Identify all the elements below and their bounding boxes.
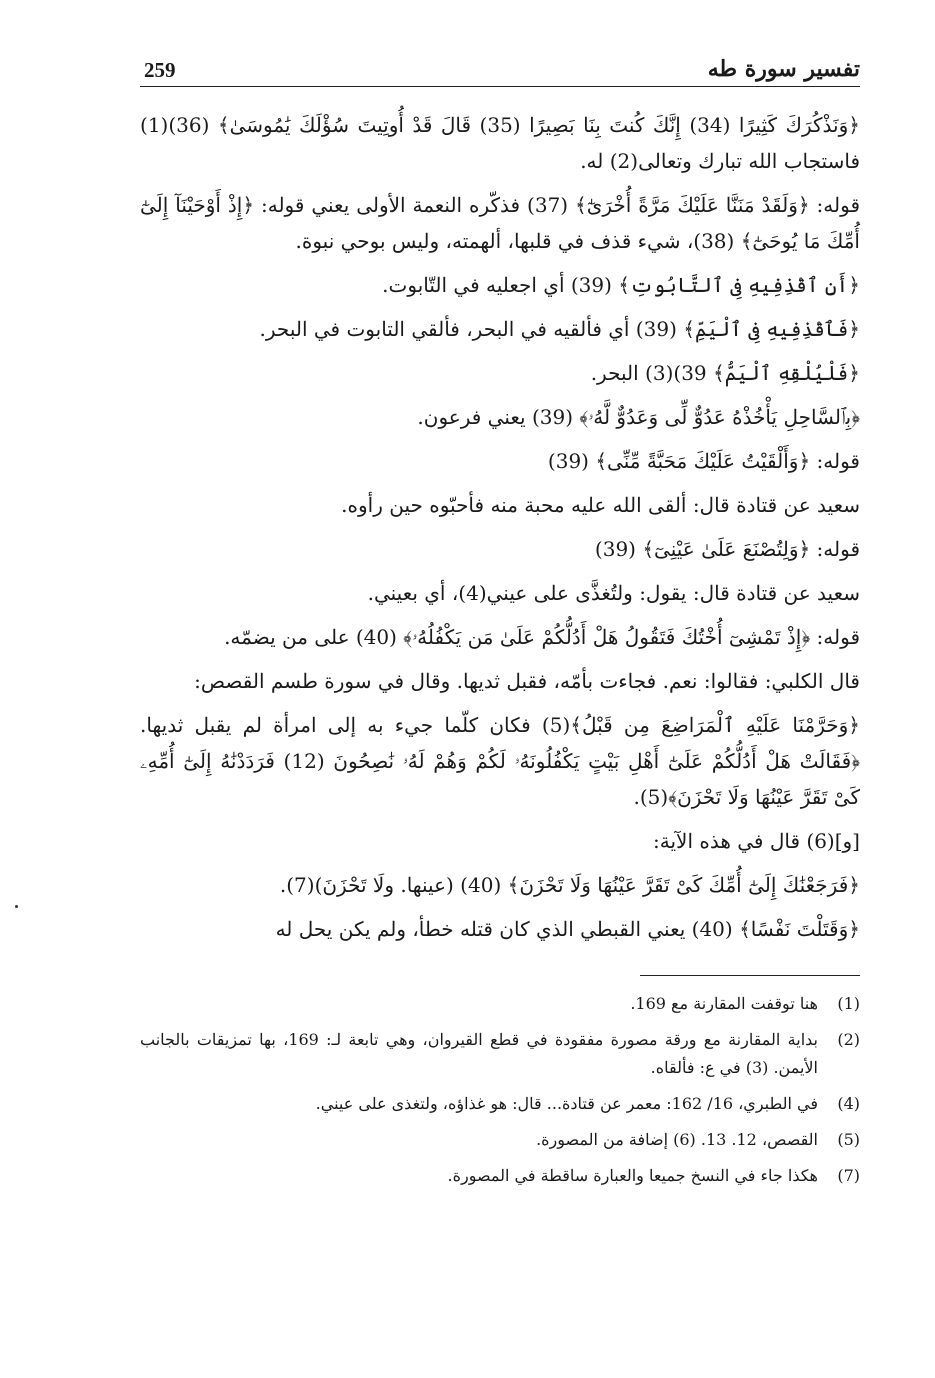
page-number: 259: [144, 58, 176, 82]
paragraph: [و](6) قال في هذه الآية:: [653, 829, 860, 853]
footnote-text: القصص، 12. 13. (6) إضافة من المصورة.: [536, 1130, 818, 1149]
footnote-number: (1): [837, 994, 860, 1013]
footnotes: [140, 990, 860, 1190]
paragraph: ﴿أَنِ ٱقْذِفِيهِ فِى ٱلتَّابُوتِ﴾ (39) أي اجعليه في التّابوت.: [382, 273, 860, 297]
footnote-text: في الطبري، 16/ 162: معمر عن قتادة... قال: هو غذاؤه، ولتغذى على عيني.: [315, 1094, 818, 1113]
footnote-number: (4): [837, 1094, 860, 1113]
footnote: [140, 1126, 860, 1154]
footnote-text: بداية المقارنة مع ورقة مصورة مفقودة في قطع القيروان، وهي تابعة لـ: 169، بها تمزيقات بالجانب الأيمن. (3) في ع: فألقاه.: [140, 1030, 818, 1077]
footnote: [140, 990, 860, 1018]
paragraph: ﴿بِٱلسَّاحِلِ يَأْخُذْهُ عَدُوٌّ لِّى وَعَدُوٌّ لَّهُۥ﴾ (39) يعني فرعون.: [417, 405, 860, 429]
footnote-text: هنا توقفت المقارنة مع 169.: [630, 994, 818, 1013]
book-page: [140, 52, 860, 1352]
paragraph: ﴿وَقَتَلْتَ نَفْسًا﴾ (40) يعني القبطي الذي كان قتله خطأ، ولم يكن يحل له: [275, 917, 860, 941]
footnote-number: (2): [837, 1030, 860, 1049]
paragraph: ﴿وَحَرَّمْنَا عَلَيْهِ ٱلْمَرَاضِعَ مِن قَبْلُ﴾(5) فكان كلّما جيء به إلى امرأة لم يقبل ثديها. ﴿فَقَالَتْ هَلْ أَدُلُّكُمْ عَلَىٰٓ أَهْلِ بَيْتٍ يَكْفُلُونَهُۥ لَكُمْ وَهُمْ لَهُۥ نَٰصِحُونَ (12) فَرَدَدْنَٰهُ إِلَىٰٓ أُمِّهِۦ كَىْ تَقَرَّ عَيْنُهَا وَلَا تَحْزَنَ﴾(5).: [140, 713, 860, 809]
paragraph: قوله: ﴿إِذْ تَمْشِىٓ أُخْتُكَ فَتَقُولُ هَلْ أَدُلُّكُمْ عَلَىٰ مَن يَكْفُلُهُۥ﴾ (40) على من يضمّه.: [224, 625, 860, 649]
paragraph: قال الكلبي: فقالوا: نعم. فجاءت بأمّه، فقبل ثديها. وقال في سورة طسم القصص:: [194, 669, 860, 693]
main-text: [140, 107, 860, 947]
scan-speck: [15, 905, 18, 908]
footnote-text: هكذا جاء في النسخ جميعا والعبارة ساقطة في المصورة.: [447, 1166, 818, 1185]
paragraph: سعيد عن قتادة قال: يقول: ولتُغذَّى على عيني(4)، أي بعيني.: [367, 581, 860, 605]
paragraph: قوله: ﴿وَلِتُصْنَعَ عَلَىٰ عَيْنِىٓ﴾ (39): [594, 537, 860, 561]
paragraph: ﴿فَلْيُلْقِهِ ٱلْيَمُّ﴾ 39)(3) البحر.: [590, 361, 860, 385]
footnote: [140, 1162, 860, 1190]
running-header: [140, 52, 860, 87]
footnote: [140, 1090, 860, 1118]
paragraph: ﴿وَنَذْكُرَكَ كَثِيرًا (34) إِنَّكَ كُنتَ بِنَا بَصِيرًا (35) قَالَ قَدْ أُوتِيتَ سُؤْلَكَ يَٰمُوسَىٰ﴾ (36)(1) فاستجاب الله تبارك وتعالى(2) له.: [140, 113, 860, 173]
paragraph: قوله: ﴿وَلَقَدْ مَنَنَّا عَلَيْكَ مَرَّةً أُخْرَىٰٓ﴾ (37) فذكّره النعمة الأولى يعني قوله: ﴿إِذْ أَوْحَيْنَآ إِلَىٰٓ أُمِّكَ مَا يُوحَىٰٓ﴾ (38)، شيء قذف في قلبها، ألهمته، وليس بوحي نبوة.: [140, 193, 861, 253]
paragraph: قوله: ﴿وَأَلْقَيْتُ عَلَيْكَ مَحَبَّةً مِّنِّى﴾ (39): [547, 449, 860, 473]
footnote-number: (7): [837, 1166, 860, 1185]
paragraph: ﴿فَٱقْذِفِيهِ فِى ٱلْيَمِّ﴾ (39) أي فألقيه في البحر، فألقي التابوت في البحر.: [259, 317, 860, 341]
header-title: تفسير سورة طه: [707, 56, 860, 82]
paragraph: سعيد عن قتادة قال: ألقى الله عليه محبة منه فأحبّوه حين رأوه.: [341, 493, 860, 517]
footnote: [140, 1026, 860, 1082]
footnote-separator: [640, 975, 860, 976]
paragraph: ﴿فَرَجَعْنَٰكَ إِلَىٰٓ أُمِّكَ كَىْ تَقَرَّ عَيْنُهَا وَلَا تَحْزَنَ﴾ (40) (عينها. ولَا تَحْزَنَ)(7).: [279, 873, 860, 897]
footnote-number: (5): [837, 1130, 860, 1149]
